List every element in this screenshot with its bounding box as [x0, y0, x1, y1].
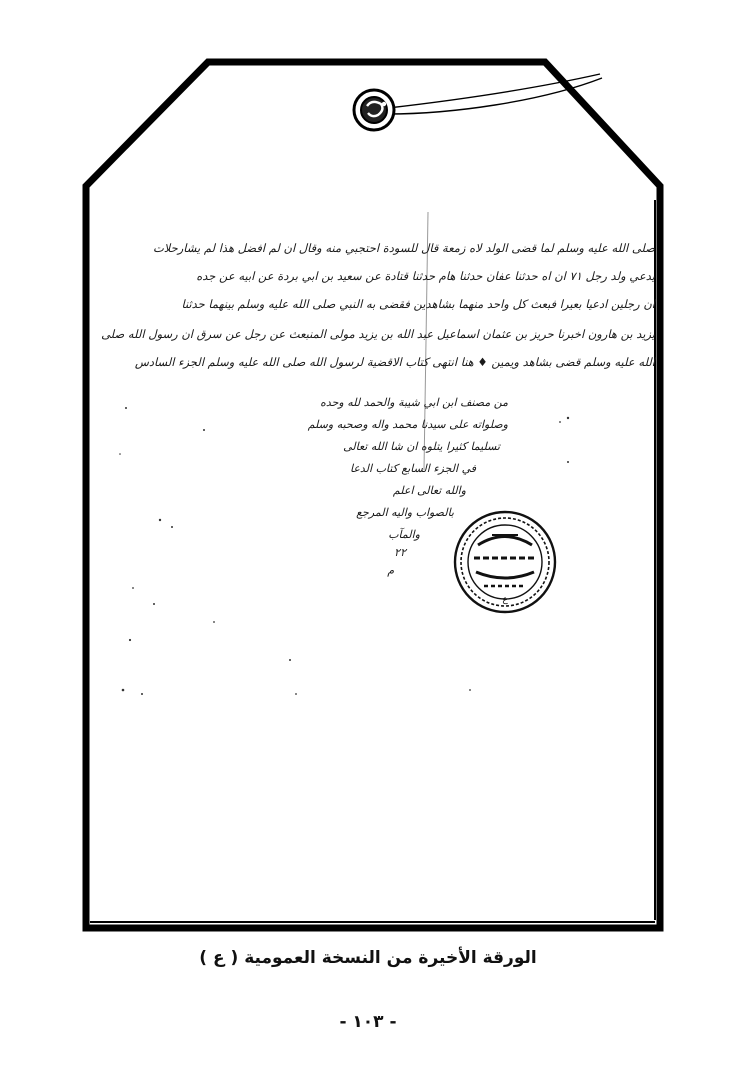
tag-outline: [86, 62, 660, 928]
page-number: - ١٠٣ -: [339, 1012, 397, 1032]
colophon-line-5: والله تعالى اعلم: [392, 484, 466, 497]
manuscript-line-4: يزيد بن هارون اخبرنا حريز بن عثمان اسماعيل عبد الله بن يزيد مولى المنبعث عن رجل عن سرق ان رسول الله صلى: [101, 327, 655, 341]
seal-emblem: ع: [502, 595, 508, 605]
colophon-line-8: ٢٢: [394, 546, 406, 559]
figure-caption: الورقة الأخيرة من النسخة العمومية ( ع ): [199, 948, 537, 968]
colophon-line-9: م: [387, 564, 394, 577]
manuscript-line-1: صلى الله عليه وسلم لما قضى الولد لاه زمعة قال للسودة احتجبي منه وقال ان لم افضل هذا لم يشارحلات: [152, 241, 655, 255]
colophon-line-2: وصلواته على سيدنا محمد واله وصحبه وسلم: [307, 418, 508, 431]
colophon-line-1: من مصنف ابن ابي شيبة والحمد لله وحده: [320, 396, 508, 409]
colophon-line-3: تسليما كثيرا يتلوه ان شا الله تعالى: [343, 440, 500, 453]
tag-grommet: [354, 90, 394, 130]
colophon-line-6: بالصواب واليه المرجع: [356, 506, 454, 519]
colophon-line-7: والمآب: [388, 528, 420, 541]
colophon-line-4: في الجزء السابع كتاب الدعا: [349, 462, 476, 475]
manuscript-line-5: الله عليه وسلم قضى بشاهد ويمين ♦ هنا انتهى كتاب الاقضية لرسول الله صلى الله عليه وسلم الجزء السادس: [134, 355, 655, 369]
manuscript-line-2: يدعي ولد رجل ٧١ ان اه حدثنا عفان حدثنا هام حدثنا قتادة عن سعيد بن ابي بردة عن ابيه عن جده: [196, 269, 655, 283]
manuscript-line-3: ان رجلين ادعيا بعيرا فبعث كل واحد منهما بشاهدين فقضى به النبي صلى الله عليه وسلم بينهما حدثنا: [181, 297, 655, 311]
